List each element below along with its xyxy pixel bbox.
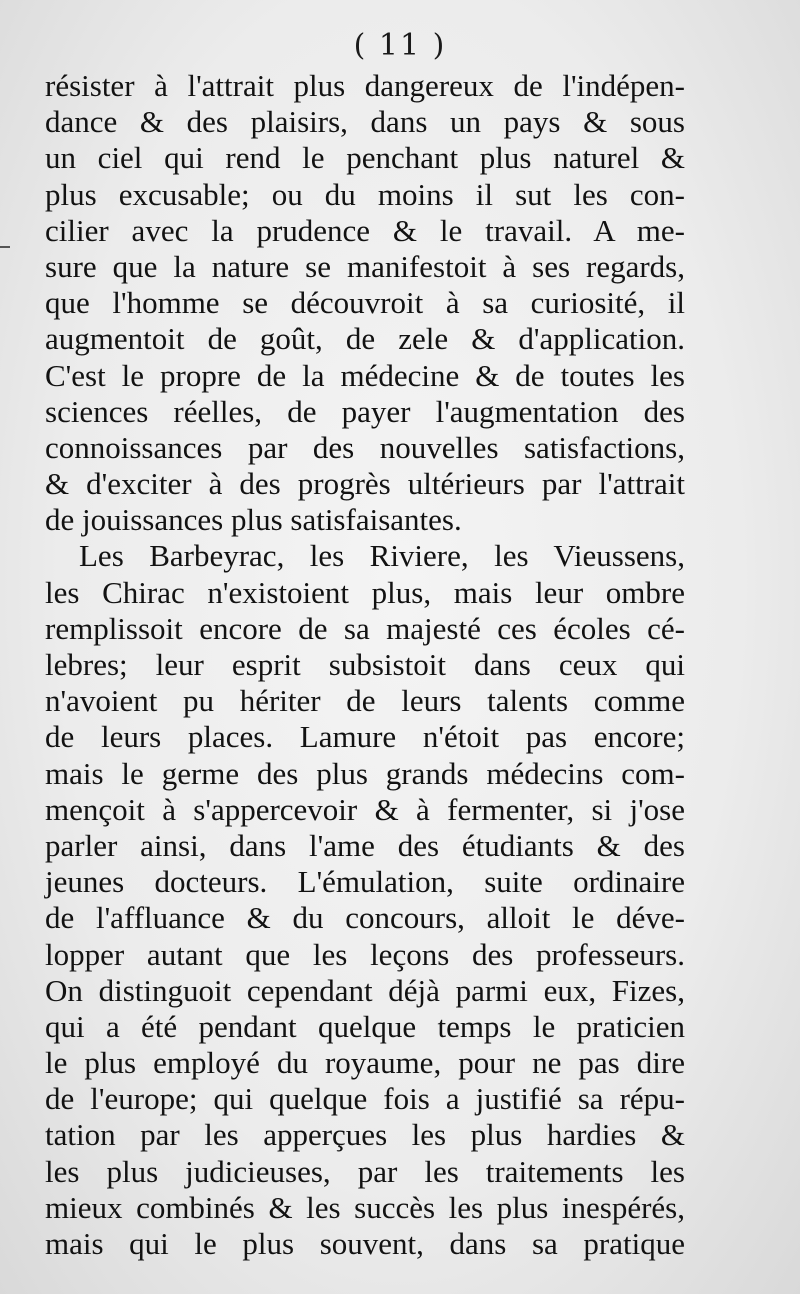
text-line: mais le germe des plus grands médecins com- xyxy=(45,755,685,791)
margin-mark xyxy=(0,246,10,248)
text-line: lopper autant que les leçons des professeurs. xyxy=(45,936,685,972)
page-number: ( 11 ) xyxy=(353,28,447,63)
text-line: Les Barbeyrac, les Riviere, les Vieussens, xyxy=(79,538,685,574)
text-line: lebres; leur esprit subsistoit dans ceux qui xyxy=(45,647,685,682)
text-line: un ciel qui rend le penchant plus naturel & xyxy=(45,140,685,176)
text-line: mais qui le plus souvent, dans sa pratique xyxy=(45,1226,685,1261)
text-line: dance & des plaisirs, dans un pays & sous xyxy=(45,104,685,140)
text-line: de leurs places. Lamure n'étoit pas encore; xyxy=(45,719,685,755)
text-line: On distinguoit cependant déjà parmi eux, Fizes, xyxy=(45,972,685,1008)
text-line: résister à l'attrait plus dangereux de l'indépen- xyxy=(45,68,685,103)
text-line: de l'affluance & du concours, alloit le déve- xyxy=(45,900,685,936)
text-line: jeunes docteurs. L'émulation, suite ordinaire xyxy=(45,864,685,900)
text-line: de jouissances plus satisfaisantes. xyxy=(45,502,462,538)
text-line: C'est le propre de la médecine & de toutes les xyxy=(45,357,685,393)
body-text xyxy=(45,68,685,1262)
text-line: cilier avec la prudence & le travail. A me- xyxy=(45,212,685,248)
text-line: parler ainsi, dans l'ame des étudiants & des xyxy=(45,827,685,863)
text-line: n'avoient pu hériter de leurs talents comme xyxy=(45,683,685,719)
text-line: plus excusable; ou du moins il sut les con- xyxy=(45,176,685,212)
text-line: que l'homme se découvroit à sa curiosité, il xyxy=(45,285,685,321)
text-line: remplissoit encore de sa majesté ces écoles cé- xyxy=(45,610,685,646)
text-line: sciences réelles, de payer l'augmentation des xyxy=(45,393,685,429)
text-line: tation par les apperçues les plus hardies & xyxy=(45,1117,685,1153)
text-line: les plus judicieuses, par les traitements les xyxy=(45,1153,685,1189)
text-line: augmentoit de goût, de zele & d'application. xyxy=(45,321,685,357)
text-line: qui a été pendant quelque temps le praticien xyxy=(45,1008,685,1044)
text-line: sure que la nature se manifestoit à ses regards, xyxy=(45,248,685,284)
text-line: le plus employé du royaume, pour ne pas dire xyxy=(45,1045,685,1081)
text-line: mençoit à s'appercevoir & à fermenter, si j'ose xyxy=(45,791,685,827)
text-line: connoissances par des nouvelles satisfactions, xyxy=(45,429,685,465)
text-line: & d'exciter à des progrès ultérieurs par l'attrait xyxy=(45,466,685,502)
text-line: de l'europe; qui quelque fois a justifié sa répu- xyxy=(45,1081,685,1117)
text-line: les Chirac n'existoient plus, mais leur ombre xyxy=(45,574,685,610)
text-line: mieux combinés & les succès les plus inespérés, xyxy=(45,1189,685,1225)
